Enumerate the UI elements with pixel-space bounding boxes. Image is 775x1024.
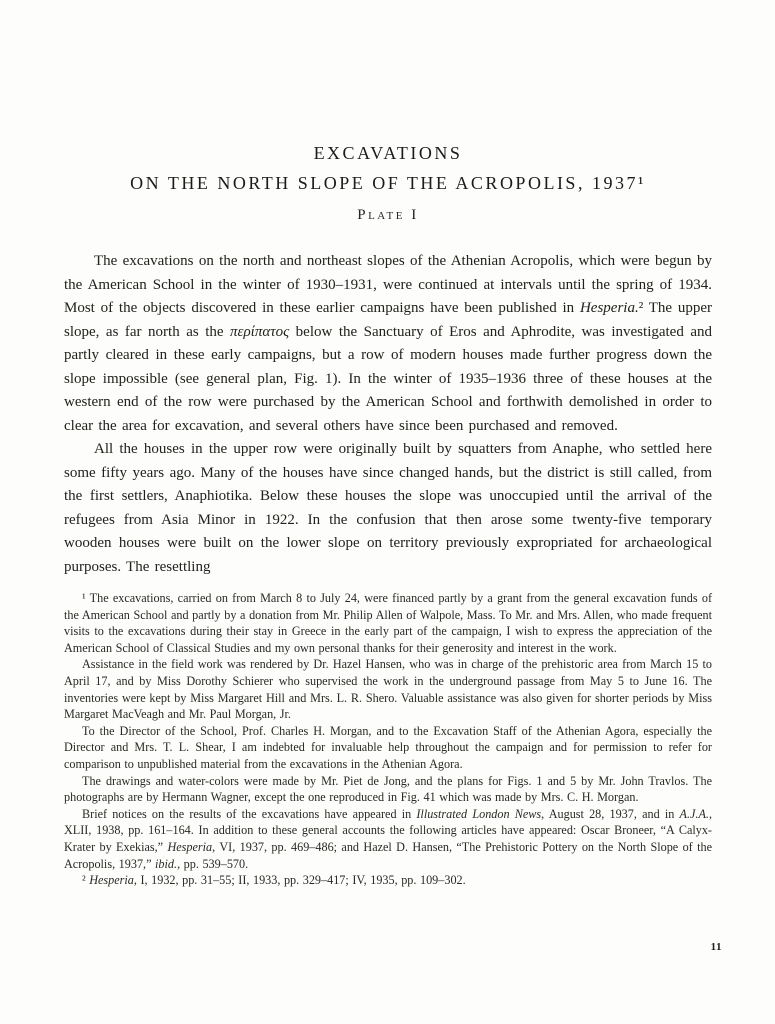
text-run: , August 28, 1937, and in bbox=[541, 806, 680, 821]
page-number: 11 bbox=[710, 941, 722, 953]
paragraph bbox=[64, 656, 712, 722]
text-run: Assistance in the field work was rendered by Dr. Hazel Hansen, who was in charge of the prehistoric area from March 15 to April 17, and by Miss Dorothy Schierer who supervised the work in the underground passage from May 5 to June 16. The inventories were kept by Miss Margaret Hill and Mrs. L. R. Shero. Valuable assistance was also given for shorter periods by Miss Margaret MacVeagh and Mr. Paul Morgan, Jr. bbox=[64, 657, 712, 722]
text-run: Brief notices on the results of the excavations have appeared in bbox=[82, 806, 417, 821]
article-body bbox=[64, 250, 712, 579]
text-run: The drawings and water-colors were made by Mr. Piet de Jong, and the plans for Figs. 1 and 5 by Mr. John Travlos. The photographs are by Hermann Wagner, except the one reproduced in Fig. 41 which was made by Mrs. C. H. Morgan. bbox=[64, 773, 712, 805]
text-column bbox=[64, 138, 712, 889]
text-run: , pp. 539–570. bbox=[177, 856, 249, 871]
italic-text-run: Illustrated London News bbox=[416, 806, 542, 821]
article-header bbox=[64, 138, 712, 224]
italic-text-run: Hesperia. bbox=[579, 300, 639, 316]
paragraph bbox=[64, 250, 712, 438]
article-title-line2: ON THE NORTH SLOPE OF THE ACROPOLIS, 1937¹ bbox=[130, 173, 646, 193]
text-run: All the houses in the upper row were originally built by squatters from Anaphe, who settled here some fifty years ago. Many of the houses have since changed hands, but the district is still called, from the first settlers, Anaphiotika. Below these houses the slope was unoccupied until the arrival of the refugees from Asia Minor in 1922. In the confusion that then arose some twenty-five temporary wooden houses were built on the lower slope on territory previously expropriated for archaeological purposes. The resettling bbox=[64, 441, 712, 575]
paragraph bbox=[64, 806, 712, 872]
italic-text-run: περίπατος bbox=[230, 323, 290, 340]
paragraph bbox=[64, 773, 712, 806]
text-run: To the Director of the School, Prof. Charles H. Morgan, and to the Excavation Staff of the Athenian Agora, especially the Director and Mrs. T. L. Shear, I am indebted for invaluable help throughout the campaign and for permission to refer for comparison to unpublished material from the excavations in the Athenian Agora. bbox=[64, 723, 712, 771]
italic-text-run: ibid. bbox=[155, 856, 178, 871]
paragraph bbox=[64, 438, 712, 579]
text-run: , VI, 1937, pp. 469–486; and Hazel D. Hansen, “The Prehistoric Pottery on the North Slope of the Acropolis, 1937,” bbox=[64, 839, 712, 871]
italic-text-run: Hesperia bbox=[167, 839, 213, 854]
text-run: ² bbox=[82, 873, 90, 888]
text-run: ¹ The excavations, carried on from March 8 to July 24, were financed partly by a grant from the general excavation funds of the American School and partly by a donation from Mr. Philip Allen of Walpole, Mass. To Mr. and Mrs. Allen, who made frequent visits to the excavations during their stay in Greece in the early part of the campaign, I wish to express the appreciation of the American School of Classical Studies and my own personal thanks for their generosity and interest in the work. bbox=[64, 591, 712, 655]
text-run: , XLII, 1938, pp. 161–164. In addition to these general accounts the following articles have appeared: Oscar Broneer, “A Calyx-Krater by Exekias,” bbox=[64, 806, 712, 854]
text-run: below the Sanctuary of Eros and Aphrodite, was investigated and partly cleared in these early campaigns, but a row of modern houses made further progress down the slope impossible (see general plan, Fig. 1). In the winter of 1935–1936 three of these houses at the western end of the row were purchased by the American School and forthwith demolished in order to clear the area for excavation, and several others have since been purchased and removed. bbox=[64, 323, 712, 434]
paragraph bbox=[64, 872, 712, 889]
paragraph bbox=[64, 590, 712, 656]
italic-text-run: A.J.A. bbox=[679, 806, 709, 821]
plate-heading: Plate I bbox=[357, 207, 419, 223]
paragraph bbox=[64, 723, 712, 773]
text-run: ² The upper slope, as far north as the bbox=[64, 300, 712, 340]
italic-text-run: Hesperia bbox=[89, 873, 134, 888]
text-run: The excavations on the north and northeast slopes of the Athenian Acropolis, which were begun by the American School in the winter of 1930–1931, were continued at intervals until the spring of 1934. Most of the objects discovered in these earlier campaigns have been published in bbox=[64, 253, 712, 316]
article-title-line1: EXCAVATIONS bbox=[313, 143, 463, 163]
text-run: , I, 1932, pp. 31–55; II, 1933, pp. 329–417; IV, 1935, pp. 109–302. bbox=[133, 873, 466, 888]
footnotes-section bbox=[64, 590, 712, 889]
